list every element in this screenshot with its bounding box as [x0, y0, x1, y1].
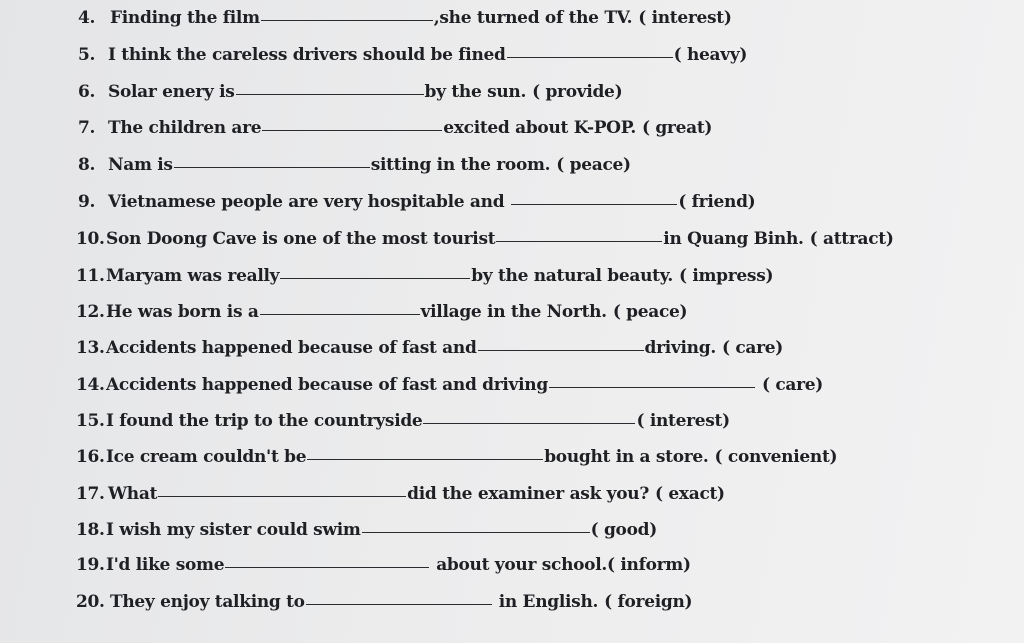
exercise-number: 17.	[76, 484, 105, 504]
word-hint: ( provide)	[532, 82, 623, 102]
exercise-7	[78, 118, 712, 138]
exercise-number: 19.	[76, 555, 105, 575]
sentence-start: Ice cream couldn't be	[106, 447, 307, 467]
answer-blank[interactable]	[362, 531, 590, 533]
sentence-end: village in the North.	[420, 302, 607, 322]
sentence-start: Solar enery is	[108, 82, 235, 102]
exercise-13	[76, 338, 783, 358]
sentence-start: I think the careless drivers should be fined	[108, 45, 506, 65]
word-hint: ( interest)	[636, 411, 730, 431]
word-hint: ( friend)	[678, 192, 756, 212]
sentence-end: bought in a store.	[544, 447, 709, 467]
answer-blank[interactable]	[260, 313, 420, 315]
sentence-start: Nam is	[108, 155, 173, 175]
word-hint: ( care)	[761, 375, 823, 395]
exercise-14	[76, 375, 823, 395]
answer-blank[interactable]	[507, 56, 673, 58]
answer-blank[interactable]	[423, 422, 635, 424]
word-hint: ( good)	[590, 520, 657, 540]
exercise-number: 8.	[78, 155, 96, 175]
answer-blank[interactable]	[158, 495, 406, 497]
exercise-number: 18.	[76, 520, 105, 540]
sentence-start: Son Doong Cave is one of the most tourist	[106, 229, 496, 249]
answer-blank[interactable]	[478, 349, 644, 351]
exercise-8	[78, 155, 631, 175]
exercise-10	[76, 229, 894, 249]
exercise-number: 15.	[76, 411, 105, 431]
answer-blank[interactable]	[225, 566, 429, 568]
sentence-end: in Quang Binh.	[663, 229, 804, 249]
sentence-start: Accidents happened because of fast and driving	[106, 375, 548, 395]
exercise-number: 13.	[76, 338, 105, 358]
answer-blank[interactable]	[261, 19, 433, 21]
exercise-number: 4.	[78, 8, 96, 28]
sentence-end: ,she turned of the TV.	[433, 8, 633, 28]
sentence-start: Maryam was really	[106, 266, 280, 286]
exercise-number: 5.	[78, 45, 96, 65]
word-hint: ( impress)	[678, 266, 774, 286]
sentence-end: about your school.	[436, 555, 607, 575]
exercise-5	[78, 45, 747, 65]
answer-blank[interactable]	[174, 166, 370, 168]
exercise-6	[78, 82, 622, 102]
word-hint: ( foreign)	[604, 592, 693, 612]
sentence-start: I wish my sister could swim	[106, 520, 361, 540]
answer-blank[interactable]	[496, 240, 662, 242]
sentence-start: What	[108, 484, 158, 504]
word-hint: ( inform)	[606, 555, 691, 575]
sentence-start: Vietnamese people are very hospitable and	[108, 192, 505, 212]
sentence-end: by the sun.	[424, 82, 527, 102]
word-hint: ( peace)	[556, 155, 631, 175]
exercise-11	[76, 266, 773, 286]
sentence-end: excited about K-POP.	[443, 118, 636, 138]
word-hint: ( exact)	[655, 484, 725, 504]
exercise-number: 11.	[76, 266, 105, 286]
exercise-12	[76, 302, 687, 322]
exercise-number: 16.	[76, 447, 105, 467]
exercise-17	[76, 484, 725, 504]
exercise-number: 6.	[78, 82, 96, 102]
exercise-19	[76, 555, 691, 575]
sentence-start: The children are	[108, 118, 262, 138]
exercise-number: 20.	[76, 592, 105, 612]
answer-blank[interactable]	[236, 93, 424, 95]
sentence-start: Finding the film	[110, 8, 260, 28]
word-hint: ( convenient)	[714, 447, 838, 467]
answer-blank[interactable]	[280, 277, 470, 279]
sentence-end: in English.	[498, 592, 599, 612]
sentence-end: did the examiner ask you?	[407, 484, 650, 504]
exercise-number: 10.	[76, 229, 105, 249]
answer-blank[interactable]	[306, 603, 492, 605]
sentence-start: He was born is a	[106, 302, 259, 322]
exercise-number: 14.	[76, 375, 105, 395]
answer-blank[interactable]	[307, 458, 543, 460]
exercise-18	[76, 520, 657, 540]
exercise-4	[78, 8, 732, 28]
sentence-start: I found the trip to the countryside	[106, 411, 423, 431]
word-hint: ( attract)	[809, 229, 894, 249]
exercise-number: 7.	[78, 118, 96, 138]
word-hint: ( interest)	[638, 8, 732, 28]
answer-blank[interactable]	[262, 129, 442, 131]
answer-blank[interactable]	[511, 203, 677, 205]
word-hint: ( great)	[641, 118, 713, 138]
exercise-9	[78, 192, 755, 212]
word-hint: ( heavy)	[673, 45, 748, 65]
sentence-end: by the natural beauty.	[471, 266, 673, 286]
sentence-start: I'd like some	[106, 555, 225, 575]
sentence-end: sitting in the room.	[370, 155, 551, 175]
exercise-number: 12.	[76, 302, 105, 322]
sentence-start: They enjoy talking to	[110, 592, 305, 612]
sentence-end: driving.	[644, 338, 716, 358]
exercise-number: 9.	[78, 192, 96, 212]
word-hint: ( care)	[721, 338, 783, 358]
exercise-20	[76, 592, 692, 612]
word-hint: ( peace)	[612, 302, 688, 322]
answer-blank[interactable]	[549, 386, 755, 388]
sentence-start: Accidents happened because of fast and	[106, 338, 477, 358]
exercise-15	[76, 411, 730, 431]
exercise-16	[76, 447, 837, 467]
